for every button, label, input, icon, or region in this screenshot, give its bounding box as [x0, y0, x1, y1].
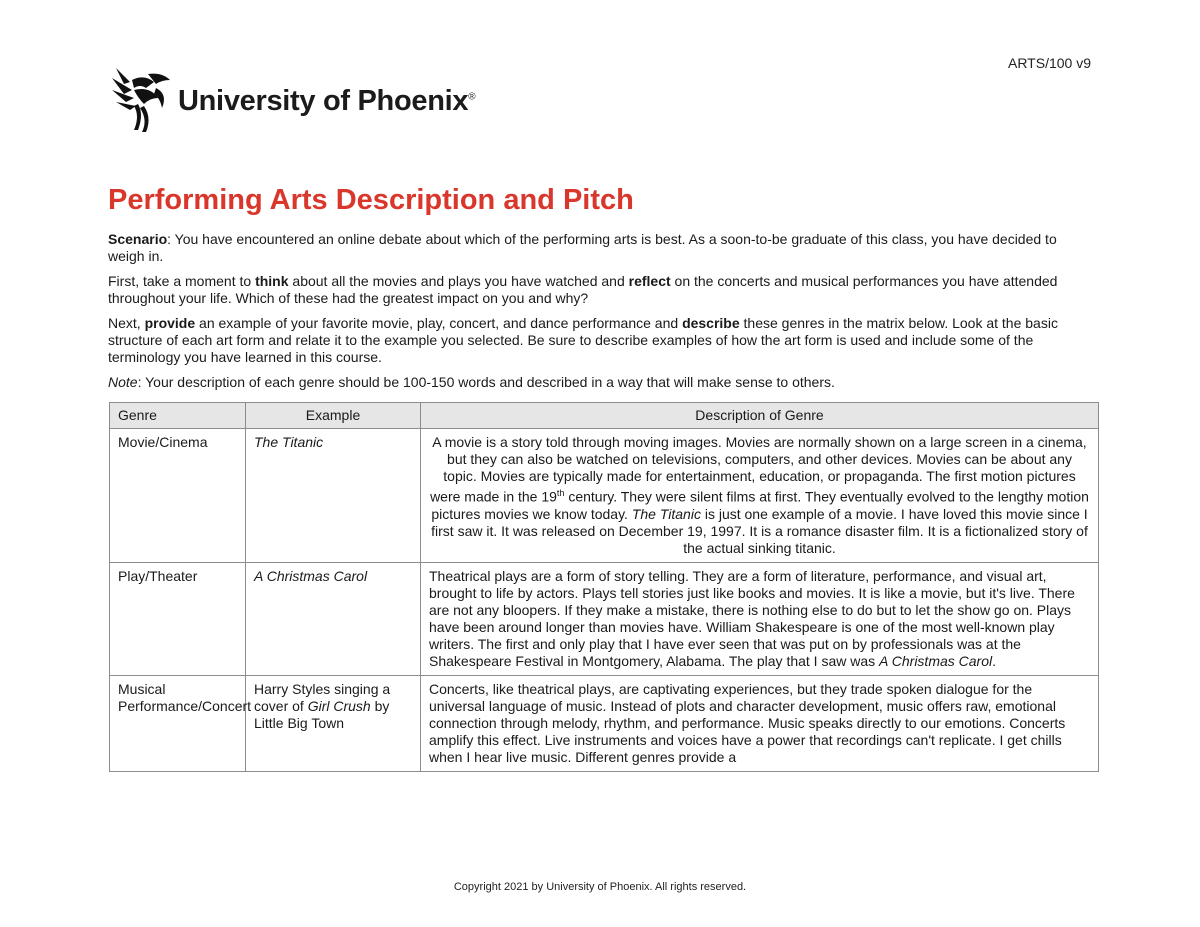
scenario-paragraph: Scenario: You have encountered an online debate about which of the performing arts is best. As a soon-to-be graduate of this class, you have decided to weigh in. [108, 231, 1057, 264]
copyright-footer: Copyright 2021 by University of Phoenix. All rights reserved. [453, 881, 747, 893]
table-row [110, 675, 1099, 771]
university-logo [110, 64, 475, 134]
think-paragraph: First, take a moment to think about all the movies and plays you have watched and reflect on the concerts and musical performances you have attended throughout your life. Which of these had the greatest impact on you and why? [108, 273, 1058, 306]
genre-cell: Play/Theater [110, 562, 246, 675]
description-cell[interactable]: Concerts, like theatrical plays, are captivating experiences, but they trade spoken dialogue for the universal language of music. Instead of plots and character development, music offers raw, emotional connection through melody, rhythm, and performance. Music speaks directly to our emotions. Concerts amplify this effect. Live instruments and voices have a power that recordings can't replicate. I get chills when I hear live music. Different genres provide a [421, 675, 1099, 771]
page-title: Performing Arts Description and Pitch [108, 184, 634, 216]
table-header-row [110, 403, 1099, 429]
header-example: Example [246, 403, 421, 429]
example-cell: The Titanic [246, 429, 421, 563]
header-description: Description of Genre [421, 403, 1099, 429]
note-paragraph: Note: Your description of each genre should be 100-150 words and described in a way that will make sense to others. [108, 374, 835, 390]
table-row [110, 562, 1099, 675]
example-cell: A Christmas Carol [246, 562, 421, 675]
table-row [110, 429, 1099, 563]
genre-cell: Musical Performance/Concert [110, 675, 246, 771]
genre-matrix-table [109, 402, 1099, 772]
provide-paragraph: Next, provide an example of your favorite movie, play, concert, and dance performance and describe these genres in the matrix below. Look at the basic structure of each art form and relate it to the example you selected. Be sure to describe examples of how the art form is used and include some of the terminology you have learned in this course. [108, 315, 1058, 365]
description-cell[interactable]: A movie is a story told through moving images. Movies are normally shown on a large screen in a cinema, but they can also be watched on televisions, computers, and other devices. Movies can be about any topic. Movies are typically made for entertainment, education, or propaganda. The first motion pictures were made in the 19th century. They were silent films at first. They eventually evolved to the lengthy motion pictures movies we know today. The Titanic is just one example of a movie. I have loved this movie since I first saw it. It was released on December 19, 1997. It is a romance disaster film. It is a fictionalized story of the actual sinking titanic. [421, 429, 1099, 563]
course-code: ARTS/100 v9 [1007, 55, 1091, 71]
phoenix-bird-icon [110, 64, 172, 134]
genre-cell: Movie/Cinema [110, 429, 246, 563]
description-cell[interactable]: Theatrical plays are a form of story telling. They are a form of literature, performance, and visual art, brought to life by actors. Plays tell stories just like books and movies. It is like a movie, but it's live. There are not any bloopers. If they make a mistake, there is nothing else to do but to let the show go on. Plays have been around longer than movies have. William Shakespeare is one of the most well-known play writers. The first and only play that I have ever seen that was put on by professionals was at the Shakespeare Festival in Montgomery, Alabama. The play that I saw was A Christmas Carol. [421, 562, 1099, 675]
logo-text: University of Phoenix® [178, 84, 476, 117]
header-genre: Genre [110, 403, 246, 429]
intro-text [108, 231, 1093, 399]
example-cell: Harry Styles singing a cover of Girl Crush by Little Big Town [246, 675, 421, 771]
